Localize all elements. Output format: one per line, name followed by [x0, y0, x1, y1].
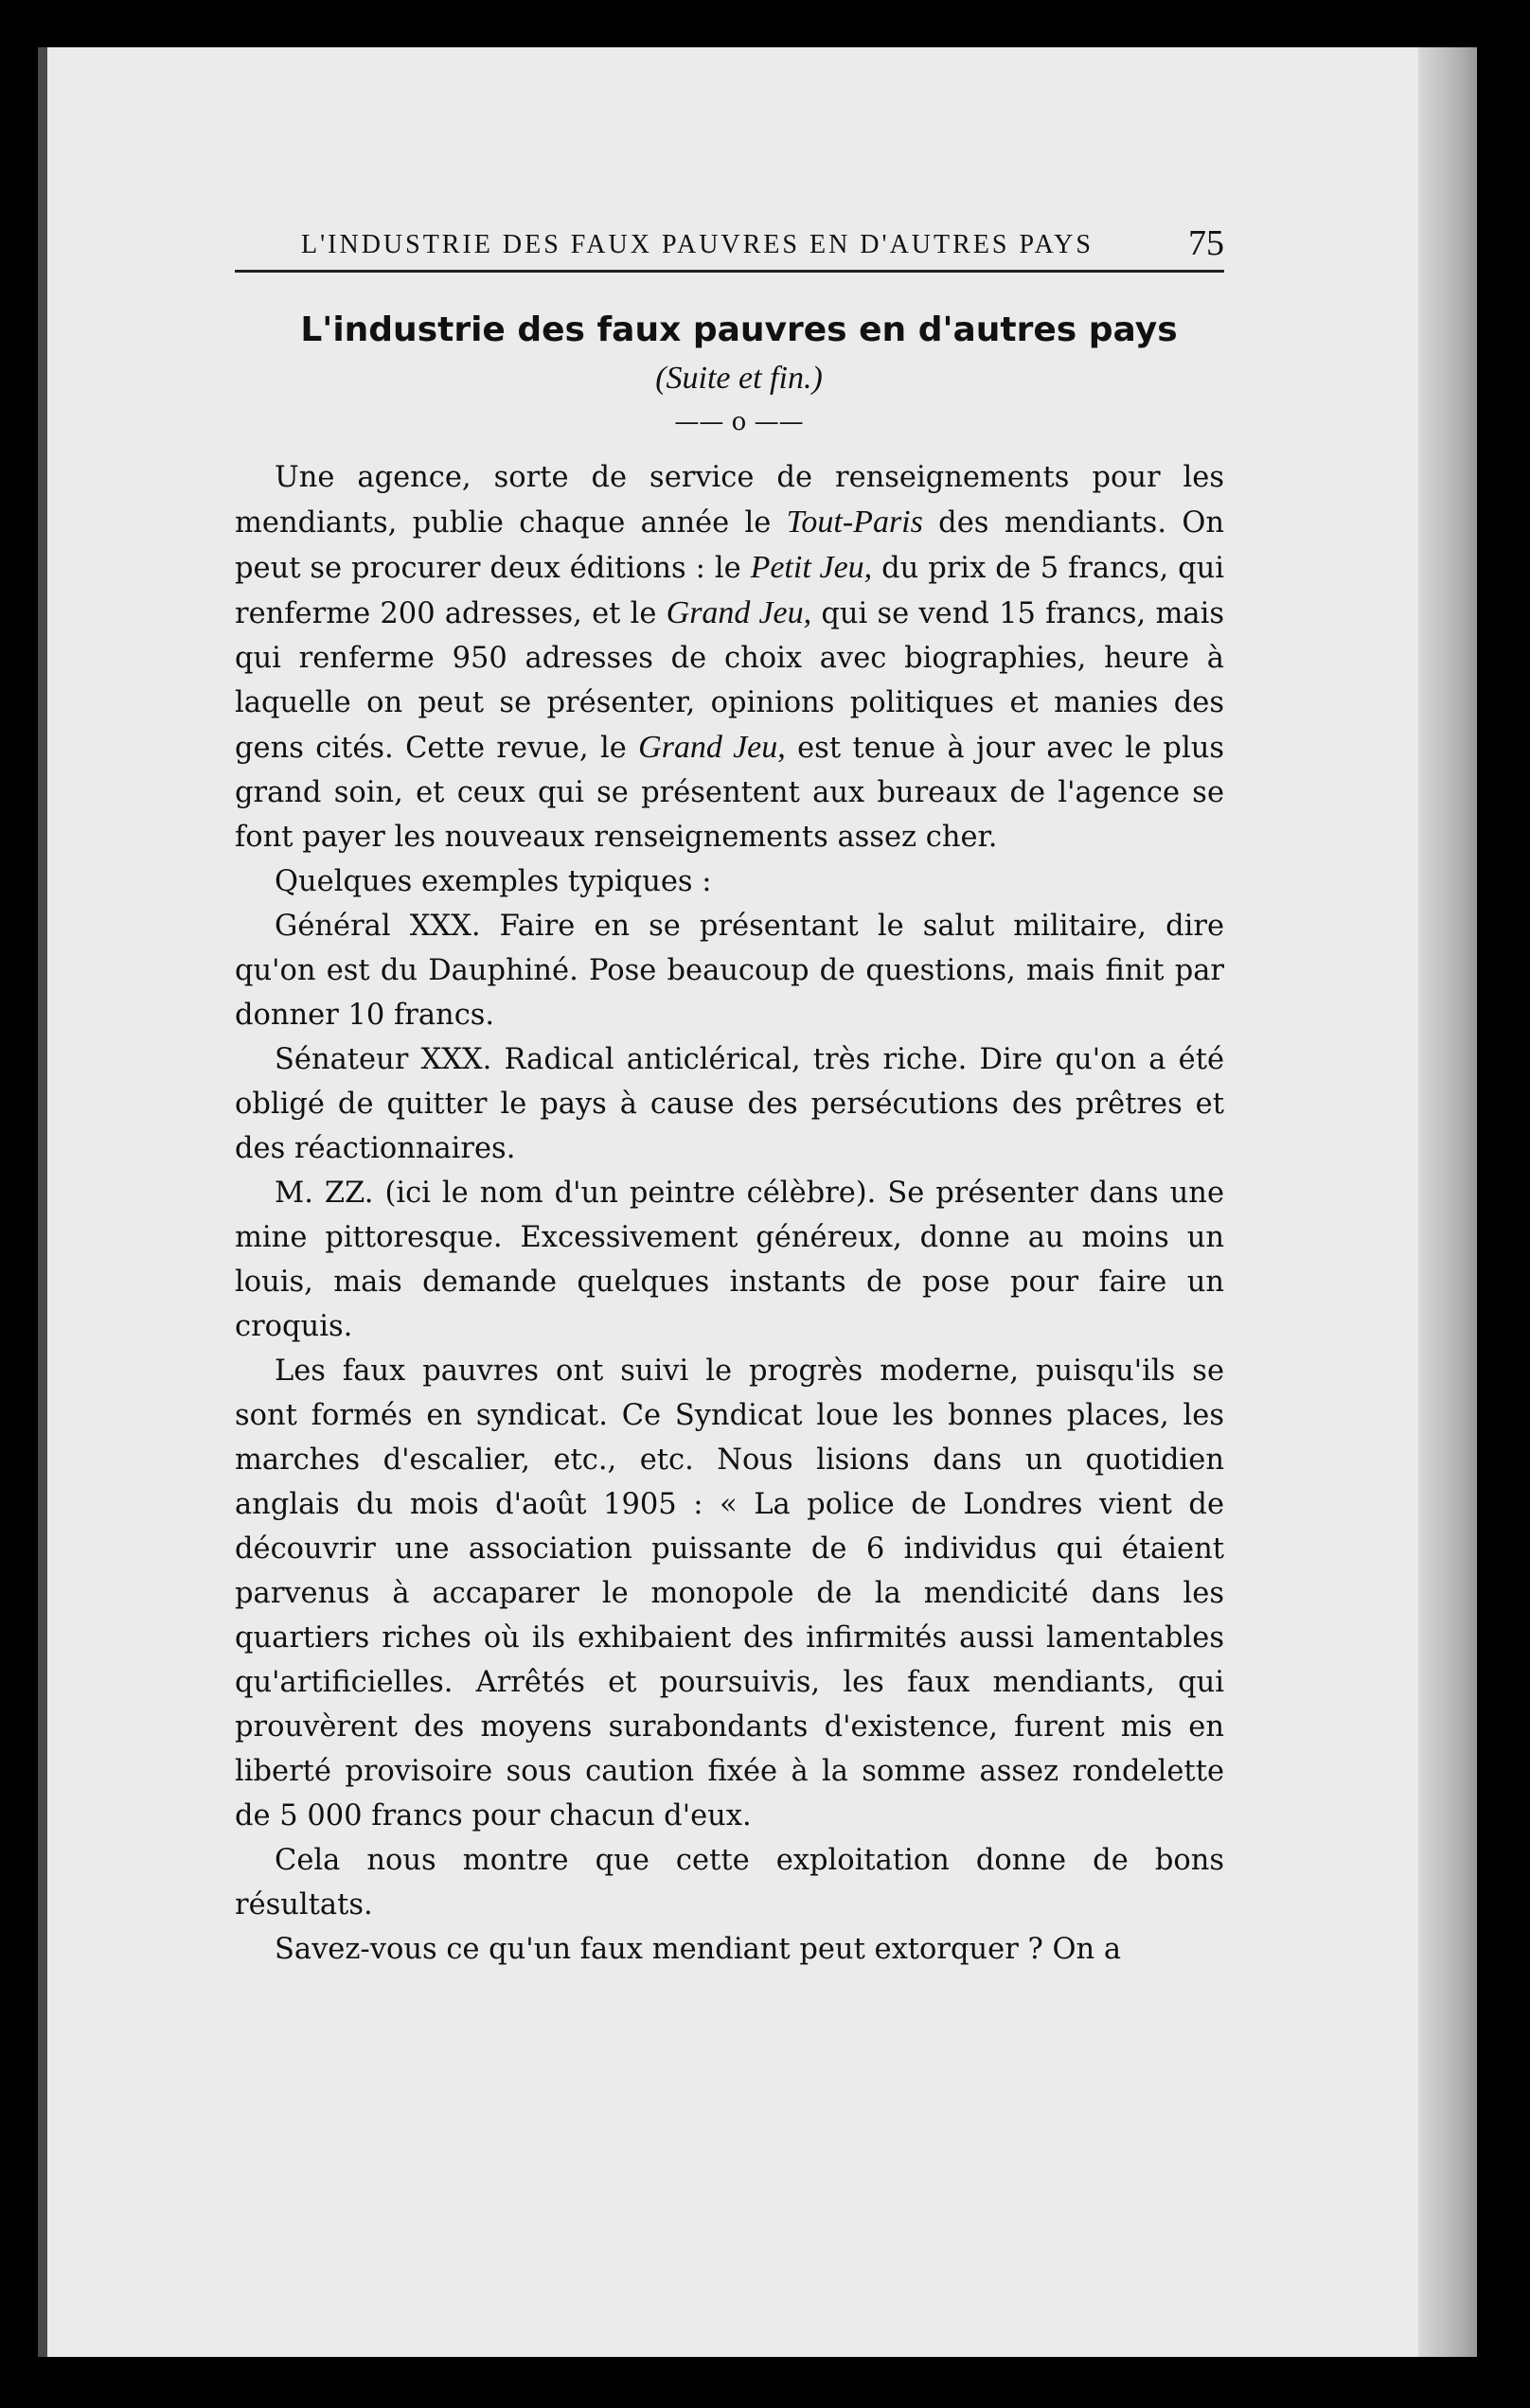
p1-text-c: des mendiants. On peut se procurer deux éditions : le [235, 506, 1224, 585]
section-ornament: —— o —— [674, 408, 804, 436]
paragraph-2: Quelques exemples typiques : [275, 865, 712, 898]
p1-text-g: qui se vend 15 francs, mais qui renferme 950 adresses de choix avec biographies, heure à laquelle on peut se présenter, opinions politiques et manies des gens cités. Cette revue, le [235, 597, 1224, 765]
paragraph-8: Savez-vous ce qu'un faux mendiant peut extorquer ? On a [275, 1933, 1122, 1966]
page-number: 75 [1188, 223, 1224, 263]
p1-italic-grand-jeu-2: Grand Jeu, [638, 730, 786, 765]
paragraph-7: Cela nous montre que cette exploitation donne de bons résultats. [235, 1844, 1224, 1921]
p1-italic-petit-jeu: Petit Jeu, [750, 550, 873, 585]
article-subtitle: (Suite et fin.) [655, 361, 823, 396]
p1-italic-tout-paris: Tout-Paris [786, 505, 923, 540]
p1-text-e: du prix de 5 francs, qui renferme 200 adresses, et le [235, 552, 1224, 630]
book-page [38, 47, 1477, 2357]
p1-text-i: est tenue à jour avec le plus grand soin, et ceux qui se présentent aux bureaux de l'agence se font payer les nouveaux renseignements assez cher. [235, 732, 1225, 854]
running-head-title: L'INDUSTRIE DES FAUX PAUVRES EN D'AUTRES PAYS [301, 230, 1094, 259]
paragraph-3: Général XXX. Faire en se présentant le salut militaire, dire qu'on est du Dauphiné. Pose beaucoup de questions, mais finit par donner 10 francs. [235, 910, 1224, 1032]
paragraph-4: Sénateur XXX. Radical anticlérical, très riche. Dire qu'on a été obligé de quitter le pays à cause des persécutions des prêtres et des réactionnaires. [235, 1043, 1224, 1165]
page-content [235, 222, 1224, 1972]
paragraph-5: M. ZZ. (ici le nom d'un peintre célèbre). Se présenter dans une mine pittoresque. Excessivement généreux, donne au moins un louis, mais demande quelques instants de pose pour faire un croquis. [235, 1177, 1224, 1343]
article-body [235, 455, 1224, 1972]
paragraph-6: Les faux pauvres ont suivi le progrès moderne, puisqu'ils se sont formés en syndicat. Ce Syndicat loue les bonnes places, les marches d'escalier, etc., etc. Nous lisions dans un quotidien anglais du mois d'août 1905 : « La police de Londres vient de découvrir une association puissante de 6 individus qui étaient parvenus à accaparer le monopole de la mendicité dans les quartiers riches où ils exhibaient des infirmités aussi lamentables qu'artificielles. Arrêtés et poursuivis, les faux mendiants, qui prouvèrent des moyens surabondants d'existence, furent mis en liberté provisoire sous caution fixée à la somme assez rondelette de 5 000 francs pour chacun d'eux. [235, 1354, 1224, 1833]
paragraph-1 [235, 455, 1224, 859]
running-head [235, 222, 1224, 273]
right-page-edge [1418, 47, 1477, 2357]
p1-italic-grand-jeu: Grand Jeu, [666, 595, 812, 630]
left-page-edge [38, 47, 47, 2357]
article-title: L'industrie des faux pauvres en d'autres pays [300, 310, 1178, 349]
p1-text-a: Une agence, sorte de service de renseignements pour les mendiants, publie chaque année le [235, 461, 1224, 540]
